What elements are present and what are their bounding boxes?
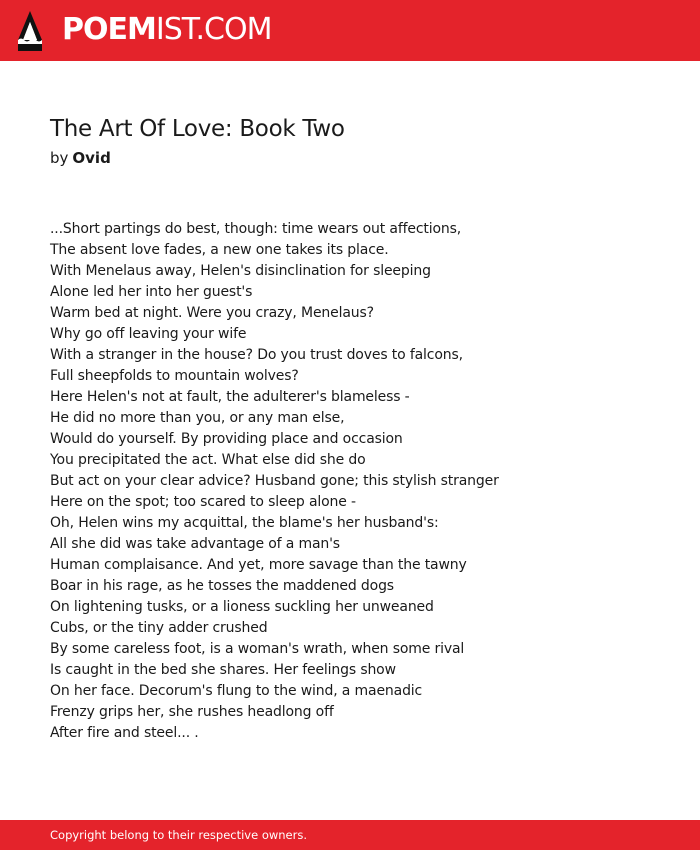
poem-line: Full sheepfolds to mountain wolves? xyxy=(50,368,299,384)
poem-line: Here on the spot; too scared to sleep alone - xyxy=(50,494,356,510)
poem-line: With Menelaus away, Helen's disinclination for sleeping xyxy=(50,263,431,279)
poem-line: You precipitated the act. What else did she do xyxy=(50,452,366,468)
poem-line: Oh, Helen wins my acquittal, the blame's her husband's: xyxy=(50,515,439,531)
brand-logo-light: IST.COM xyxy=(155,12,272,47)
poem-line: Boar in his rage, as he tosses the maddened dogs xyxy=(50,578,394,594)
site-header xyxy=(0,0,700,61)
pencil-tip-icon[interactable] xyxy=(17,10,43,52)
poem-line: After fire and steel... . xyxy=(50,725,199,741)
poem-line: ...Short partings do best, though: time wears out affections, xyxy=(50,221,462,237)
poem-line: Frenzy grips her, she rushes headlong off xyxy=(50,704,334,720)
poem-line: Would do yourself. By providing place and occasion xyxy=(50,431,403,447)
poem-line: Human complaisance. And yet, more savage than the tawny xyxy=(50,557,467,573)
poem-line: But act on your clear advice? Husband gone; this stylish stranger xyxy=(50,473,499,489)
poem-line: He did no more than you, or any man else, xyxy=(50,410,345,426)
poem-line: On her face. Decorum's flung to the wind, a maenadic xyxy=(50,683,423,699)
poem-line: Alone led her into her guest's xyxy=(50,284,253,300)
poem-line: On lightening tusks, or a lioness suckling her unweaned xyxy=(50,599,434,615)
poem-body xyxy=(50,219,650,744)
brand-logo-bold: POEM xyxy=(62,12,156,47)
poem-line: All she did was take advantage of a man's xyxy=(50,536,340,552)
poem-line: Cubs, or the tiny adder crushed xyxy=(50,620,268,636)
poem-line: The absent love fades, a new one takes its place. xyxy=(50,242,389,258)
site-footer xyxy=(0,820,700,850)
poem-byline xyxy=(50,149,111,167)
poem-line: Here Helen's not at fault, the adulterer's blameless - xyxy=(50,389,410,405)
poem-line: Warm bed at night. Were you crazy, Menelaus? xyxy=(50,305,374,321)
by-label: by xyxy=(50,149,69,167)
poem-line: Why go off leaving your wife xyxy=(50,326,247,342)
copyright-notice: Copyright belong to their respective owners. xyxy=(50,828,308,842)
brand-logo[interactable] xyxy=(62,12,271,48)
poem-title: The Art Of Love: Book Two xyxy=(50,116,345,142)
poem-line: By some careless foot, is a woman's wrath, when some rival xyxy=(50,641,465,657)
poem-line: With a stranger in the house? Do you trust doves to falcons, xyxy=(50,347,463,363)
author-name: Ovid xyxy=(72,149,111,167)
poem-line: Is caught in the bed she shares. Her feelings show xyxy=(50,662,396,678)
